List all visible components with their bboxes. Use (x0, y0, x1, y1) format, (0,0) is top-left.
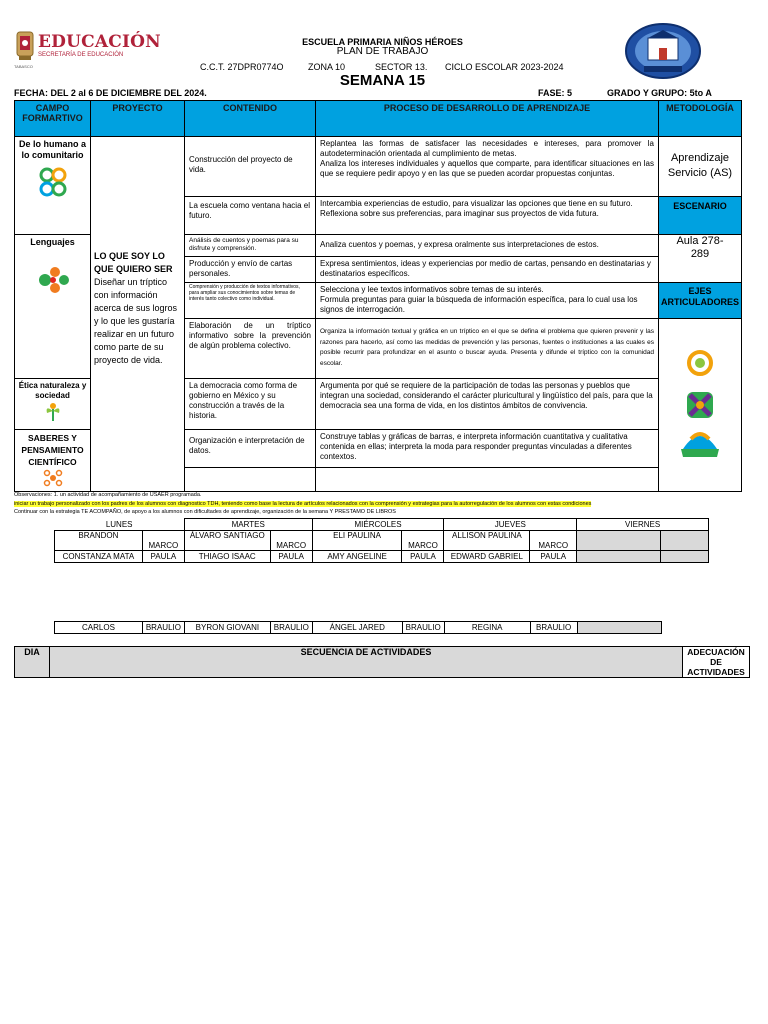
fase: FASE: 5 (538, 88, 573, 98)
schedule-cell: ÁLVARO SANTIAGO (184, 531, 270, 551)
sep-logo (14, 28, 161, 69)
schedule-cell: MARCO (142, 531, 184, 551)
schedule-cell: PAULA (270, 551, 312, 563)
contenido-row-2: La escuela como ventana hacia el futuro. (185, 197, 316, 235)
contenido-row-7: La democracia como forma de gobierno en México y su construcción a través de la historia. (185, 379, 316, 430)
logo-state: TABASCO (14, 64, 33, 69)
schedule-empty-cell (577, 531, 661, 551)
schedule-cell: MARCO (402, 531, 444, 551)
grado-grupo: GRADO Y GRUPO: 5to A (607, 88, 712, 98)
header-campo: CAMPO FORMARTIVO (15, 101, 91, 137)
plan-title: PLAN DE TRABAJO (336, 46, 429, 57)
schedule-table-2 (54, 621, 709, 634)
observaciones-line-2: iniciar un trabajo personalizado con los padres de los alumnos con diagnostico TDH, teniendo como base la lectura de artículos relacionados con la comprensión y estrategias para la autorregulación de los alumnos con estas condiciones (14, 501, 592, 507)
schedule-cell: BRAULIO (270, 622, 312, 634)
campo-lenguajes-label: Lenguajes (30, 237, 75, 247)
contenido-row-4: Producción y envío de cartas personales. (185, 257, 316, 283)
ejes-label: EJES ARTICULADORES (659, 283, 741, 319)
schedule-cell: PAULA (142, 551, 184, 563)
humano-comunitario-icon (33, 163, 73, 203)
saberes-cientifico-icon (42, 468, 64, 488)
lenguajes-icon (33, 262, 73, 298)
proceso-row-5: Selecciona y lee textos informativos sobre temas de su interés. Formula preguntas para guiar la búsqueda de información específica, para lo cual usa los signos de interrogación. (316, 283, 659, 319)
school-name: ESCUELA PRIMARIA NIÑOS HÉROES (302, 37, 463, 47)
schedule-cell: BRAULIO (142, 622, 184, 634)
schedule-cell: PAULA (402, 551, 444, 563)
cct-code: C.C.T. 27DPR0774O (200, 62, 284, 72)
logo-subtitle: SECRETARÍA DE EDUCACIÓN (38, 52, 124, 58)
schedule-table (54, 518, 709, 563)
schedule-cell: ÁNGEL JARED (312, 622, 402, 634)
schedule-empty-cell (577, 551, 661, 563)
schedule-cell: EDWARD GABRIEL (444, 551, 530, 563)
schedule-empty-cell (661, 531, 709, 551)
schedule-cell: BRAULIO (402, 622, 444, 634)
day-lunes: LUNES (55, 519, 185, 531)
eje-pensamiento-critico-icon (681, 434, 719, 457)
campo-humano (15, 137, 91, 235)
observaciones-line-3: Continuar con la estrategia TE ACOMPAÑO, de apoyo a los alumnos con dificultades de aprendizaje, organización de la semana Y PRESTAMO DE LIBROS (14, 509, 396, 515)
header-proyecto: PROYECTO (91, 101, 185, 137)
etica-naturaleza-icon (41, 401, 65, 423)
contenido-row-1: Construcción del proyecto de vida. (185, 137, 316, 197)
contenido-row-5: Comprensión y producción de textos informativos, para ampliar sus conocimientos sobre temas de interés tanto colectivo como individual. (185, 283, 316, 319)
eje-interculturalidad-icon (687, 392, 713, 418)
schedule-cell: CARLOS (55, 622, 143, 634)
campo-etica (15, 379, 91, 430)
campo-saberes-label: SABERES Y PENSAMIENTO CIENTÍFICO (21, 433, 84, 467)
secuencia-dia: DIA (15, 647, 50, 677)
secuencia-header (14, 646, 750, 678)
eje-inclusion-icon (689, 352, 711, 374)
proceso-row-7: Argumenta por qué se requiere de la participación de todas las personas y pueblos que integran una sociedad, considerando el carácter pluricultural y lingüístico del país, para que la democracia sea una forma de vida, en los distintos ámbitos de convivencia. (316, 379, 659, 430)
metodologia-value: Aprendizaje Servicio (AS) (659, 137, 741, 197)
fecha: FECHA: DEL 2 al 6 DE DICIEMBRE DEL 2024. (14, 88, 207, 98)
proceso-row-6: Organiza la información textual y gráfica en un tríptico en el que se defina el problema que quieren prevenir y las razones para hacerlo, así como las medidas de prevención y las personas, fuentes o instituciones a las cuales es posible recurrir para profundizar en el asunto o buscar ayuda. Presenta y difunde el tríptico con la comunidad escolar. (316, 319, 659, 379)
observaciones-line-1: Observaciones: 1. un actividad de acompañamiento de USAER programada. (14, 492, 202, 498)
schedule-cell: THIAGO ISAAC (184, 551, 270, 563)
ejes-icons (659, 319, 741, 491)
ciclo-escolar: CICLO ESCOLAR 2023-2024 (445, 62, 564, 72)
campo-saberes (15, 430, 91, 491)
schedule-cell: MARCO (270, 531, 312, 551)
schedule-empty-cell (661, 551, 709, 563)
contenido-row-6: Elaboración de un tríptico informativo sobre la prevención de algún problema colectivo. (185, 319, 316, 379)
escenario-label: ESCENARIO (659, 197, 741, 235)
proyecto-title: LO QUE SOY LO QUE QUIERO SER (94, 251, 173, 274)
campo-humano-label: De lo humano a lo comunitario (18, 139, 86, 160)
schedule-cell: BYRON GIOVANI (184, 622, 270, 634)
day-miercoles: MIÉRCOLES (312, 519, 444, 531)
proceso-row-8: Construye tablas y gráficas de barras, e interpreta información cuantitativa y cualitativa contenida en ellas; interpreta la moda para responder preguntas vinculadas a diferentes contextos. (316, 430, 659, 468)
proyecto-description: Diseñar un tríptico con información acerca de sus logros y lo que les gustaría realizar en un futuro como parte de su proyecto de vida. (94, 277, 178, 365)
header-contenido: CONTENIDO (185, 101, 316, 137)
proceso-row-1: Replantea las formas de satisfacer las necesidades e intereses, para promover la autodeterminación orientada al cumplimiento de metas. Analiza los intereses individuales y aquellos que comparte, para identificar situaciones en las que se requiere pedir apoyo y en las que se pueden acordar propuestas conjuntas. (316, 137, 659, 197)
zona: ZONA 10 (308, 62, 346, 72)
secuencia-adecuacion: ADECUACIÓN DE ACTIVIDADES (687, 647, 745, 677)
day-viernes: VIERNES (577, 519, 709, 531)
schedule-cell: BRAULIO (530, 622, 577, 634)
contenido-empty (185, 468, 316, 491)
crest-icon (14, 28, 36, 64)
schedule-cell: AMY ANGELINE (312, 551, 402, 563)
semana-title: SEMANA 15 (339, 72, 426, 89)
schedule-cell: ELI PAULINA (312, 531, 402, 551)
plan-table (14, 100, 742, 492)
schedule-empty-cell (577, 622, 661, 634)
campo-lenguajes (15, 235, 91, 379)
proceso-row-4: Expresa sentimientos, ideas y experiencias por medio de cartas, pensando en destinatarias y destinatarios específicos. (316, 257, 659, 283)
day-martes: MARTES (184, 519, 312, 531)
logo-wordmark: EDUCACIÓN (38, 32, 161, 52)
schedule-cell: BRANDON (55, 531, 143, 551)
proceso-row-3: Analiza cuentos y poemas, y expresa oralmente sus interpretaciones de estos. (316, 235, 659, 257)
proceso-row-2: Intercambia experiencias de estudio, para visualizar las opciones que tiene en su futuro. Reflexiona sobre sus preferencias, para imaginar sus proyectos de vida futura. (316, 197, 659, 235)
proceso-empty (316, 468, 659, 491)
school-emblem-icon (624, 22, 702, 80)
day-jueves: JUEVES (444, 519, 577, 531)
observaciones-line-2-wrap (14, 501, 674, 508)
header-metodologia: METODOLOGÍA (659, 101, 741, 137)
schedule-cell: MARCO (530, 531, 577, 551)
schedule-empty-cell (661, 622, 709, 634)
header-proceso: PROCESO DE DESARROLLO DE APRENDIZAJE (316, 101, 659, 137)
secuencia-title: SECUENCIA DE ACTIVIDADES (50, 647, 683, 677)
contenido-row-8: Organización e interpretación de datos. (185, 430, 316, 468)
escenario-value: Aula 278-289 (659, 235, 741, 283)
schedule-cell: PAULA (530, 551, 577, 563)
schedule-cell: CONSTANZA MATA (55, 551, 143, 563)
sector: SECTOR 13. (375, 62, 428, 72)
schedule-cell: REGINA (444, 622, 530, 634)
contenido-row-3: Análisis de cuentos y poemas para su disfrute y comprensión. (185, 235, 316, 257)
schedule-cell: ALLISON PAULINA (444, 531, 530, 551)
proyecto-cell (91, 137, 185, 491)
campo-etica-label: Ética naturaleza y sociedad (18, 381, 87, 400)
